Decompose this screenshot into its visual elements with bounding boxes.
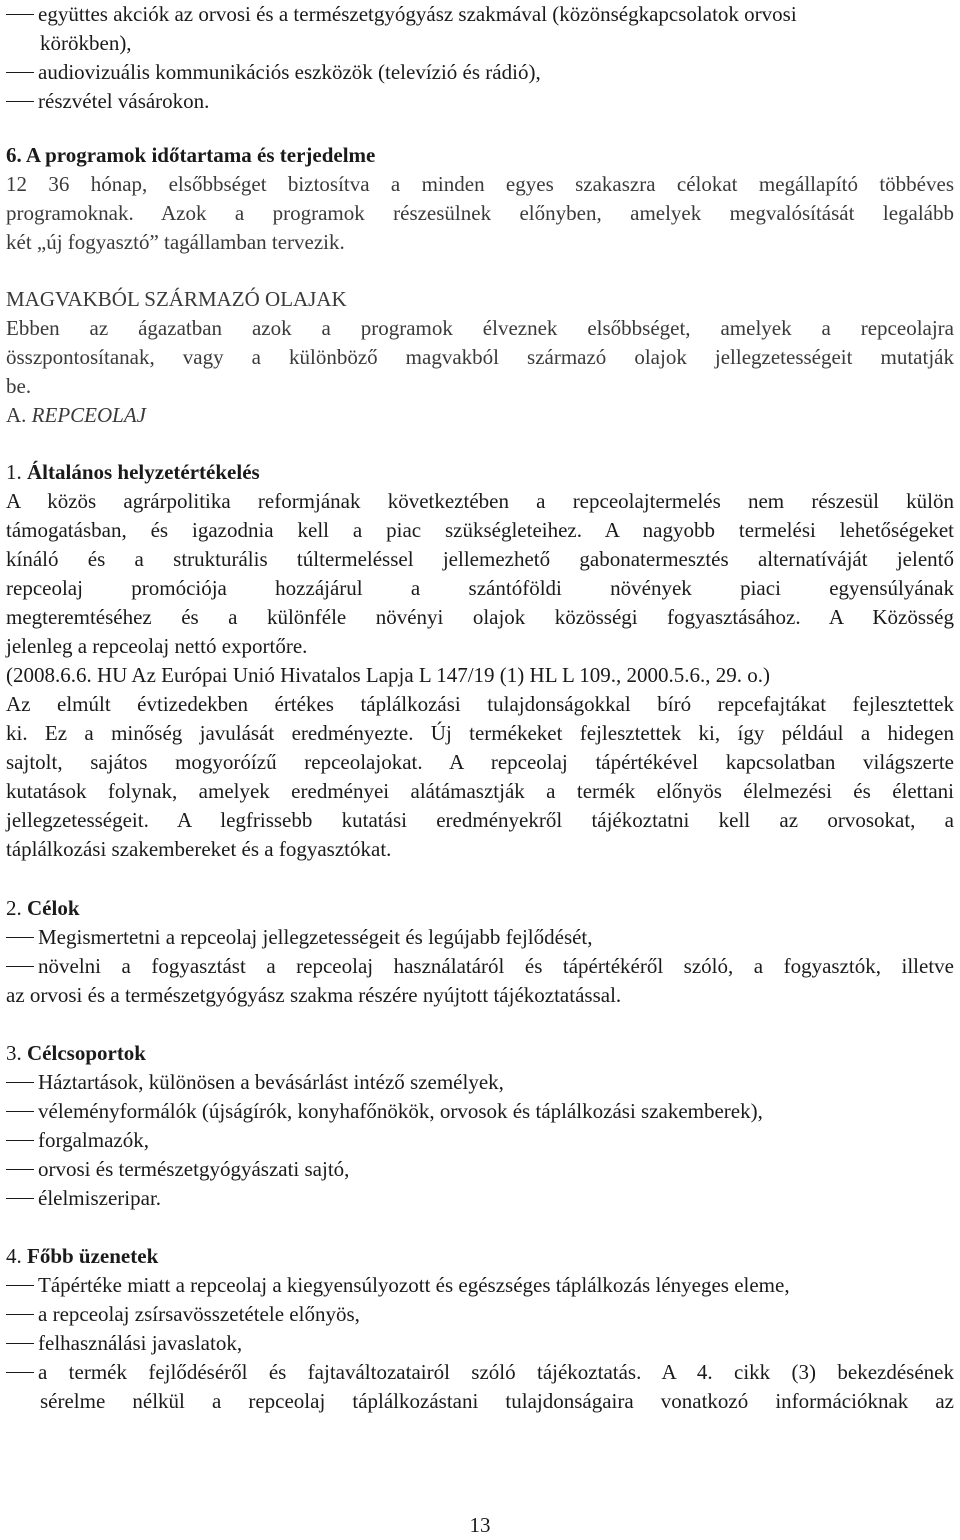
section-heading [6,1242,954,1271]
section-heading [6,894,954,923]
citation-line: (2008.6.6. HU Az Európai Unió Hivatalos Lapja L 147/19 (1) HL L 109., 2000.5.6., 29. o.) [6,663,771,687]
list-item-continuation: sérelme nélkül a repceolaj táplálkozástani tulajdonságaira vonatkozó információknak az [40,1389,954,1413]
subheading-title: REPCEOLAJ [31,403,146,427]
list-item [6,952,954,981]
section-number: 3. [6,1041,22,1065]
list-item-text: növelni a fogyasztást a repceolaj használatáról és tápértékéről szóló, a fogyasztók, illetve [38,954,954,978]
paragraph-line: jellegzetességeit. A legfrissebb kutatási eredményekről tájékoztatni kell az orvosokat, a [6,808,954,832]
section-heading: MAGVAKBÓL SZÁRMAZÓ OLAJAK [6,287,347,311]
dash-bullet-icon [6,72,34,73]
list-item [6,1358,954,1387]
paragraph-line: Az elmúlt évtizedekben értékes táplálkozási tulajdonságokkal bíró repcefajtákat fejlesztettek [6,692,954,716]
section-heading [6,1039,954,1068]
paragraph-line: két „új fogyasztó” tagállamban tervezik. [6,230,345,254]
paragraph-line: táplálkozási szakembereket és a fogyasztókat. [6,837,392,861]
list-item [6,1300,954,1329]
list-item [6,1271,954,1300]
list-item [6,0,954,29]
paragraph-line: 12 36 hónap, elsőbbséget biztosítva a minden egyes szakaszra célokat megállapító többéves [6,172,954,196]
section-number: 4. [6,1244,22,1268]
list-item [6,1155,954,1184]
dash-bullet-icon [6,1285,34,1286]
paragraph-line: összpontosítanak, vagy a különböző magvakból származó olajok jellegzetességeit mutatják [6,345,954,369]
list-item-text: Megismertetni a repceolaj jellegzetességeit és legújabb fejlődését, [38,925,593,949]
list-item-continuation: az orvosi és a természetgyógyász szakma részére nyújtott tájékoztatással. [6,983,622,1007]
paragraph-line: be. [6,374,32,398]
list-item-text: együttes akciók az orvosi és a természetgyógyász szakmával (közönségkapcsolatok orvosi [38,2,797,26]
list-item-text: orvosi és természetgyógyászati sajtó, [38,1157,350,1181]
paragraph-line: kutatások folynak, amelyek eredményei alátámasztják a termék előnyös élelmezési és élettani [6,779,954,803]
section-title: A programok időtartama és terjedelme [25,143,376,167]
paragraph-line: programoknak. Azok a programok részesülnek előnyben, amelyek megvalósítását legalább [6,201,954,225]
paragraph-line: támogatásban, és igazodnia kell a piac szükségleteihez. A nagyobb termelési lehetőségeket [6,518,954,542]
paragraph-line: repceolaj promóciója hozzájárul a szántóföldi növények piaci egyensúlyának [6,576,954,600]
list-item [6,58,954,87]
list-item-text: részvétel vásárokon. [38,89,210,113]
paragraph-line: sajtolt, sajátos mogyoróízű repceolajokat. A repceolaj tápértékével kapcsolatban világszerte [6,750,954,774]
page-number: 13 [469,1513,491,1537]
list-item [6,87,954,116]
section-title: Célok [27,896,80,920]
dash-bullet-icon [6,1140,34,1141]
paragraph-line: megteremtéséhez és a különféle növényi olajok közösségi fogyasztásához. A Közösség [6,605,954,629]
section-title: Célcsoportok [27,1041,146,1065]
list-item [6,1097,954,1126]
list-item-text: forgalmazók, [38,1128,149,1152]
list-item [6,1126,954,1155]
section-number: 2. [6,896,22,920]
dash-bullet-icon [6,1198,34,1199]
paragraph-line: ki. Ez a minőség javulását eredményezte. Új termékeket fejlesztettek ki, így például a hidegen [6,721,954,745]
list-item [6,1184,954,1213]
section-title: Általános helyzetértékelés [27,460,260,484]
paragraph-line: A közös agrárpolitika reformjának következtében a repceolajtermelés nem részesül külön [6,489,954,513]
list-item-continuation: körökben), [40,31,132,55]
paragraph-line: kínáló és a strukturális túltermeléssel jellemezhető gabonatermesztés alternatíváját jelentő [6,547,954,571]
list-item-text: a repceolaj zsírsavösszetétele előnyös, [38,1302,360,1326]
section-heading [6,458,954,487]
dash-bullet-icon [6,937,34,938]
list-item-text: audiovizuális kommunikációs eszközök (televízió és rádió), [38,60,541,84]
list-item [6,923,954,952]
list-item [6,1068,954,1097]
list-item-text: a termék fejlődéséről és fajtaváltozatairól szóló tájékoztatás. A 4. cikk (3) bekezdésének [38,1360,954,1384]
section-number: 6. [6,143,22,167]
dash-bullet-icon [6,966,34,967]
section-title: Főbb üzenetek [27,1244,159,1268]
dash-bullet-icon [6,1343,34,1344]
list-item-text: Háztartások, különösen a bevásárlást intéző személyek, [38,1070,504,1094]
dash-bullet-icon [6,1314,34,1315]
list-item-text: élelmiszeripar. [38,1186,162,1210]
subheading-letter: A. [6,403,27,427]
list-item-text: Tápértéke miatt a repceolaj a kiegyensúlyozott és egészséges táplálkozás lényeges eleme, [38,1273,790,1297]
list-item [6,1329,954,1358]
dash-bullet-icon [6,1169,34,1170]
list-item-text: véleményformálók (újságírók, konyhafőnökök, orvosok és táplálkozási szakemberek), [38,1099,763,1123]
section-number: 1. [6,460,22,484]
paragraph-line: jelenleg a repceolaj nettó exportőre. [6,634,308,658]
dash-bullet-icon [6,14,34,15]
section-heading [6,141,954,170]
subheading [6,401,954,430]
paragraph-line: Ebben az ágazatban azok a programok élveznek elsőbbséget, amelyek a repceolajra [6,316,954,340]
list-item-text: felhasználási javaslatok, [38,1331,243,1355]
dash-bullet-icon [6,1111,34,1112]
dash-bullet-icon [6,1372,34,1373]
dash-bullet-icon [6,101,34,102]
dash-bullet-icon [6,1082,34,1083]
